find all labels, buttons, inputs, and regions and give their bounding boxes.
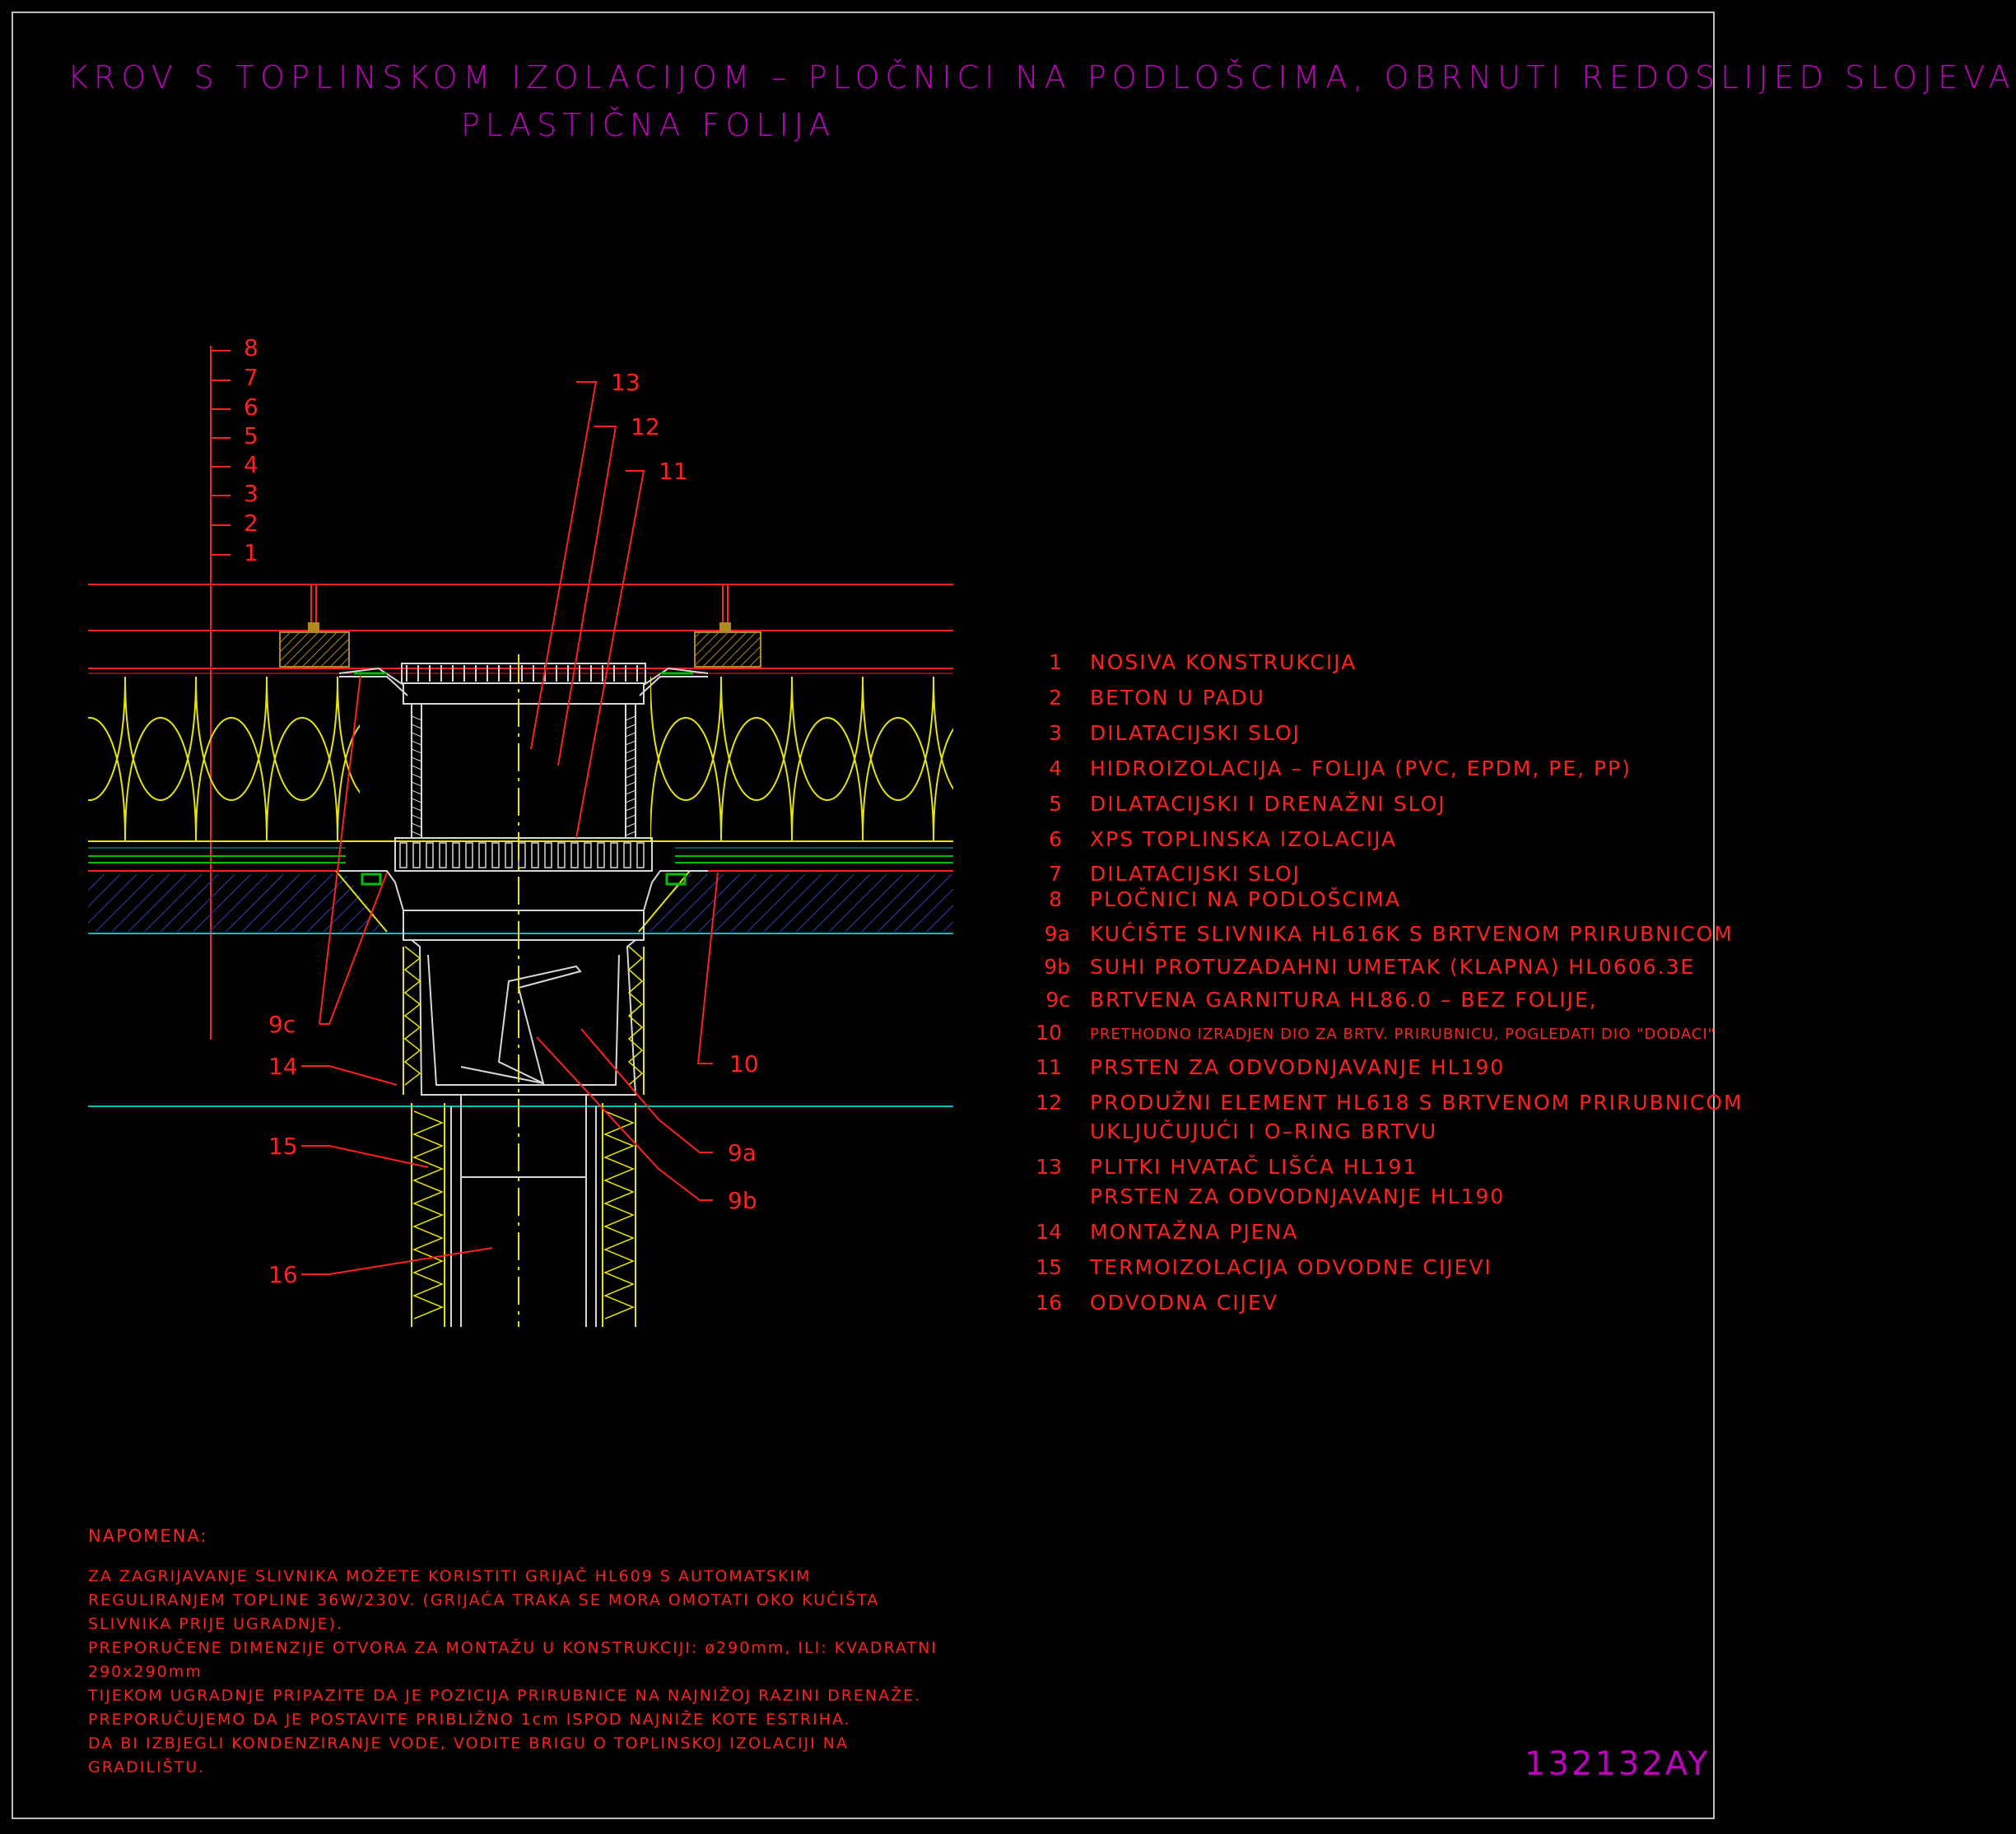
legend-text: XPS TOPLINSKA IZOLACIJA	[1090, 827, 1398, 851]
legend-text: SUHI PROTUZADAHNI UMETAK (KLAPNA) HL0606.3E	[1090, 955, 1696, 979]
layer-label-3: 3	[244, 480, 258, 507]
legend-text: KUĆIŠTE SLIVNIKA HL616K S BRTVENOM PRIRUBNICOM	[1090, 922, 1734, 946]
legend-num: 4	[1049, 756, 1062, 780]
callout-13: 13	[611, 369, 640, 396]
legend-num: 5	[1049, 792, 1062, 816]
note-line: TIJEKOM UGRADNJE PRIPAZITE DA JE POZICIJA PRIRUBNICE NA NAJNIŽOJ RAZINI DRENAŽE.	[88, 1687, 922, 1705]
legend-text-line2: PRSTEN ZA ODVODNJAVANJE HL190	[1090, 1185, 1506, 1208]
legend-text: TERMOIZOLACIJA ODVODNE CIJEVI	[1090, 1255, 1492, 1279]
note-line: GRADILIŠTU.	[88, 1758, 206, 1776]
layer-label-7: 7	[244, 364, 258, 391]
callout-9a: 9a	[728, 1139, 757, 1166]
legend-num: 10	[1036, 1021, 1062, 1045]
legend-text-line2: UKLJUČUJUĆI I O–RING BRTVU	[1090, 1119, 1438, 1143]
legend-num: 14	[1036, 1220, 1062, 1244]
legend-text: HIDROIZOLACIJA – FOLIJA (PVC, EPDM, PE, PP)	[1090, 756, 1632, 780]
legend-num: 2	[1049, 686, 1062, 710]
callout-10: 10	[729, 1050, 759, 1078]
layer-label-6: 6	[244, 393, 258, 421]
drawing-title-line2: PLASTIČNA FOLIJA	[461, 107, 836, 143]
callout-9c: 9c	[268, 1011, 296, 1038]
sealing-gaskets	[354, 673, 693, 884]
callout-11: 11	[659, 458, 688, 485]
legend-text: PRSTEN ZA ODVODNJAVANJE HL190	[1090, 1055, 1506, 1079]
legend-text: PLITKI HVATAČ LIŠĆA HL191	[1090, 1155, 1418, 1179]
callout-15: 15	[268, 1133, 298, 1160]
callout-9b: 9b	[728, 1187, 757, 1214]
legend-text: MONTAŽNA PJENA	[1090, 1220, 1299, 1244]
legend-num: 8	[1049, 887, 1062, 911]
xps-insulation	[54, 677, 1004, 841]
legend-text: NOSIVA KONSTRUKCIJA	[1090, 650, 1357, 674]
legend-text: DILATACIJSKI SLOJ	[1090, 862, 1301, 886]
legend-num: 3	[1049, 721, 1062, 745]
callout-leaders	[301, 382, 718, 1274]
legend-num: 16	[1036, 1291, 1062, 1315]
legend-text: DILATACIJSKI I DRENAŽNI SLOJ	[1090, 792, 1446, 816]
legend-num: 13	[1036, 1155, 1062, 1179]
note-line: ZA ZAGRIJAVANJE SLIVNIKA MOŽETE KORISTITI GRIJAČ HL609 S AUTOMATSKIM	[88, 1567, 812, 1585]
legend-text: PRETHODNO IZRADJEN DIO ZA BRTV. PRIRUBNICU, POGLEDATI DIO "DODACI"	[1090, 1026, 1716, 1043]
legend-num: 12	[1036, 1091, 1062, 1115]
note-line: REGULIRANJEM TOPLINE 36W/230V. (GRIJAĆA TRAKA SE MORA OMOTATI OKO KUĆIŠTA	[88, 1591, 880, 1609]
layer-label-2: 2	[244, 510, 258, 537]
note-line: PREPORUČUJEMO DA JE POSTAVITE PRIBLIŽNO 1cm ISPOD NAJNIŽE KOTE ESTRIHA.	[88, 1711, 851, 1729]
paving-slabs	[88, 584, 953, 631]
legend-num: 7	[1049, 862, 1062, 886]
legend-num: 9b	[1044, 955, 1070, 979]
legend-num: 1	[1049, 650, 1062, 674]
note-line: DA BI IZBJEGLI KONDENZIRANJE VODE, VODITE BRIGU O TOPLINSKOJ IZOLACIJI NA	[88, 1734, 849, 1753]
legend-text: PRODUŽNI ELEMENT HL618 S BRTVENOM PRIRUBNICOM	[1090, 1091, 1744, 1115]
drawing-title-line1: KROV S TOPLINSKOM IZOLACIJOM – PLOČNICI NA PODLOŠCIMA, OBRNUTI REDOSLIJED SLOJEVA	[68, 59, 2016, 95]
note-line: 290x290mm	[88, 1663, 203, 1681]
layer-labels	[244, 334, 258, 566]
concrete-slope-layer	[88, 871, 953, 933]
legend-num: 15	[1036, 1255, 1062, 1279]
legend-num: 11	[1036, 1055, 1062, 1079]
layer-label-5: 5	[244, 422, 258, 449]
layer-axis	[211, 346, 230, 1040]
callout-12: 12	[631, 413, 660, 440]
layer-label-1: 1	[244, 539, 258, 566]
paving-pads	[280, 622, 761, 667]
callout-16: 16	[268, 1261, 298, 1288]
layer-label-8: 8	[244, 334, 258, 361]
note-line: PREPORUČENE DIMENZIJE OTVORA ZA MONTAŽU U KONSTRUKCIJI: ø290mm, ILI: KVADRATNI	[88, 1639, 938, 1657]
legend-text: DILATACIJSKI SLOJ	[1090, 721, 1301, 745]
note-line: SLIVNIKA PRIJE UGRADNJE).	[88, 1615, 344, 1633]
legend-text: ODVODNA CIJEV	[1090, 1291, 1278, 1315]
drain-assembly	[339, 663, 708, 1327]
legend-num: 6	[1049, 827, 1062, 851]
layer-label-4: 4	[244, 451, 258, 478]
legend-num: 9a	[1044, 922, 1070, 946]
legend-text: PLOČNICI NA PODLOŠCIMA	[1090, 887, 1401, 911]
note-heading: NAPOMENA:	[88, 1526, 208, 1546]
callout-14: 14	[268, 1053, 298, 1080]
drawing-number: 132132AY	[1525, 1745, 1711, 1783]
legend-num: 9c	[1045, 988, 1070, 1012]
legend-text: BRTVENA GARNITURA HL86.0 – BEZ FOLIJE,	[1090, 988, 1598, 1012]
legend-text: BETON U PADU	[1090, 686, 1265, 710]
